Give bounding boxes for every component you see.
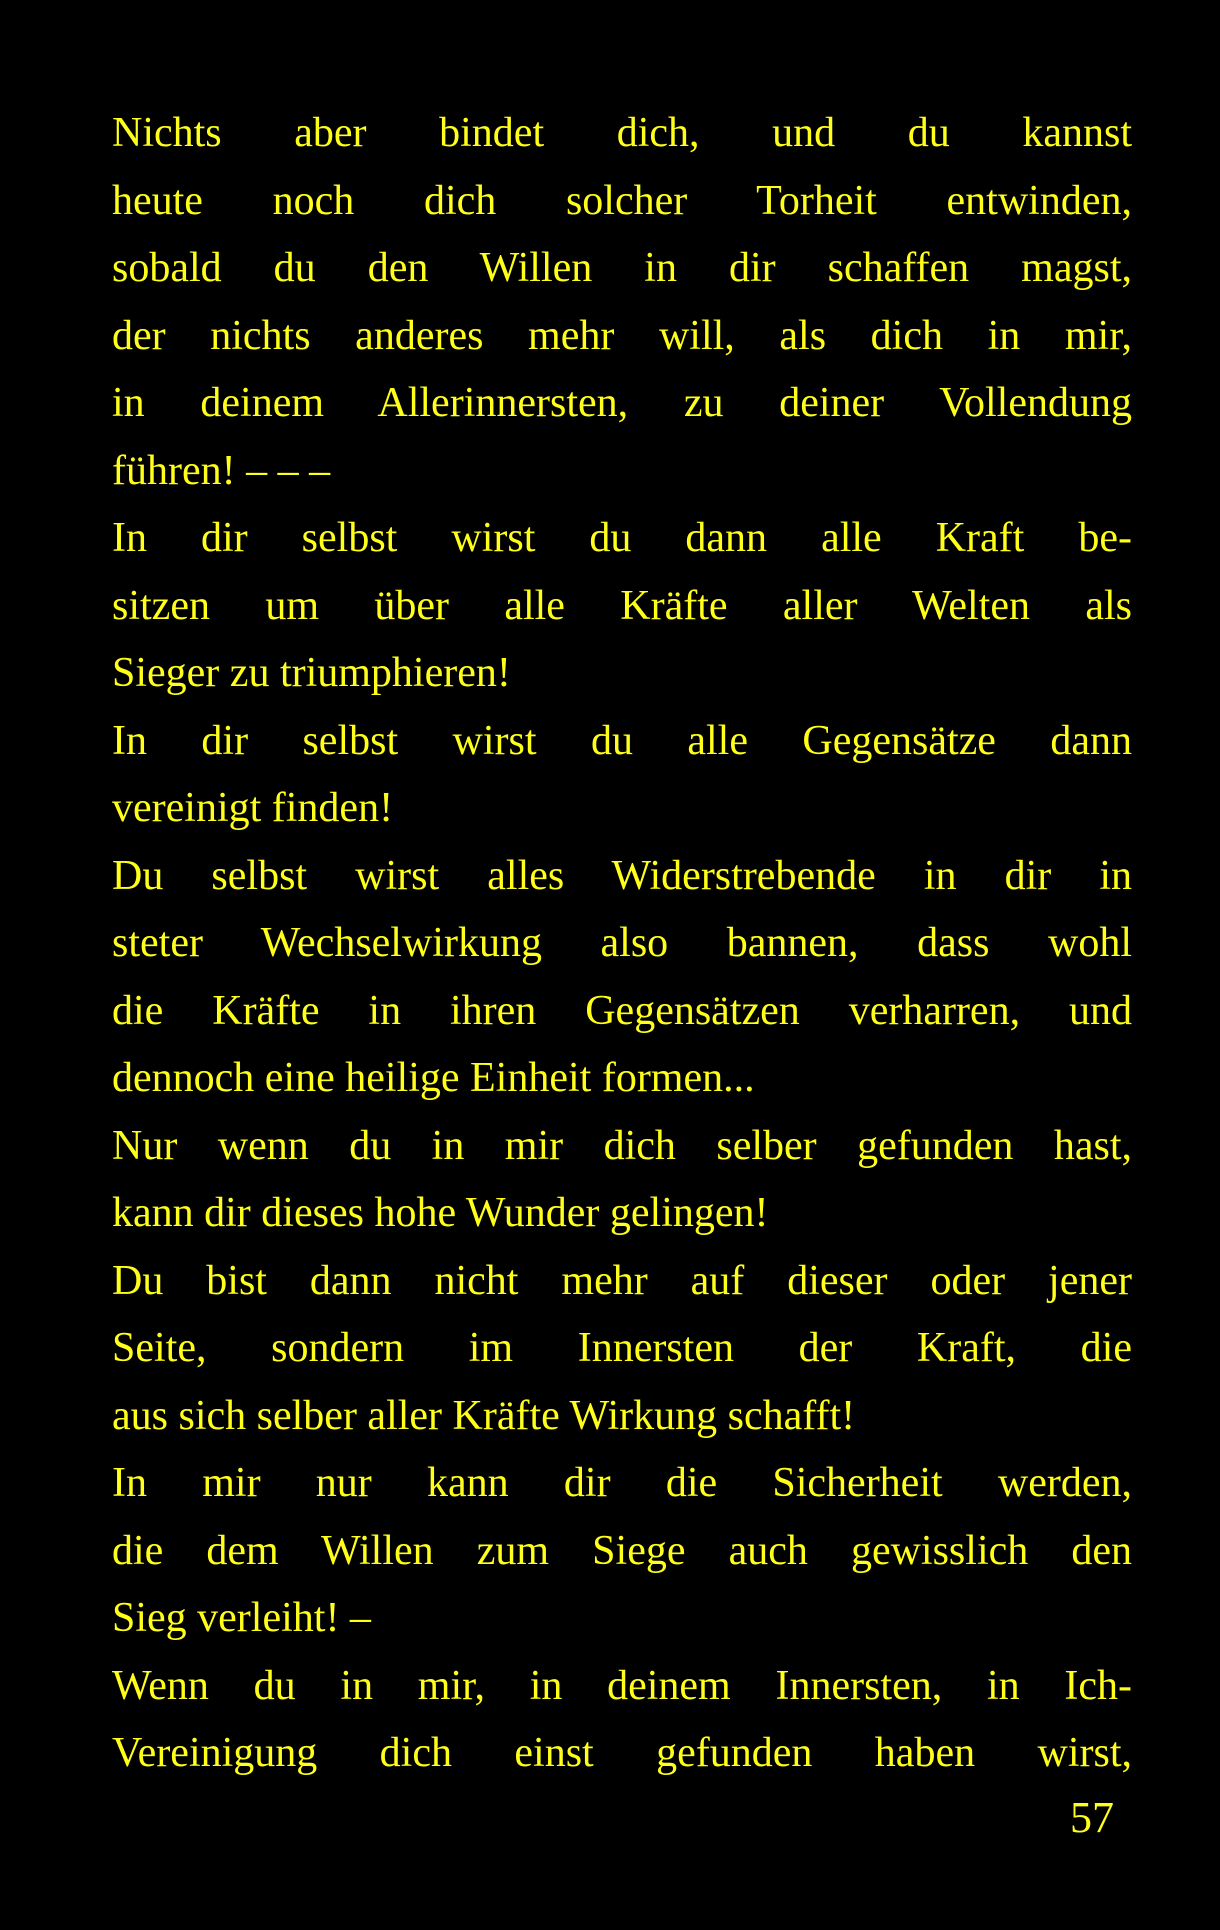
text-line: Vereinigung dich einst gefunden haben wirst, <box>112 1730 1132 1776</box>
text-line: kann dir dieses hohe Wunder gelingen! <box>112 1190 769 1236</box>
text-line: In dir selbst wirst du alle Gegensätze dann <box>112 717 1132 764</box>
text-line: die dem Willen zum Siege auch gewisslich den <box>112 1527 1132 1574</box>
text-line: die Kräfte in ihren Gegensätzen verharren, und <box>112 987 1132 1034</box>
text-line: führen! – – – <box>112 447 331 494</box>
page-number: 57 <box>1070 1793 1114 1842</box>
text-line: In dir selbst wirst du dann alle Kraft be- <box>112 515 1132 561</box>
text-line: vereinigt finden! <box>112 785 394 831</box>
text-line: steter Wechselwirkung also bannen, dass wohl <box>112 920 1132 966</box>
text-line: sobald du den Willen in dir schaffen magst, <box>112 245 1132 291</box>
text-line: heute noch dich solcher Torheit entwinden, <box>112 177 1132 224</box>
text-line: in deinem Allerinnersten, zu deiner Vollendung <box>112 380 1132 426</box>
text-line: Nur wenn du in mir dich selber gefunden hast, <box>112 1122 1132 1169</box>
text-line: aus sich selber aller Kräfte Wirkung schafft! <box>112 1392 856 1439</box>
text-line: Wenn du in mir, in deinem Innersten, in Ich- <box>112 1662 1132 1709</box>
text-line: Nichts aber bindet dich, und du kannst <box>112 110 1132 156</box>
text-line: dennoch eine heilige Einheit formen... <box>112 1055 755 1101</box>
text-line: Du bist dann nicht mehr auf dieser oder jener <box>112 1257 1132 1304</box>
text-line: Seite, sondern im Innersten der Kraft, die <box>112 1325 1132 1371</box>
body-text <box>112 100 1132 1788</box>
text-line: der nichts anderes mehr will, als dich in mir, <box>112 312 1132 359</box>
text-line: sitzen um über alle Kräfte aller Welten als <box>112 582 1132 629</box>
text-line: Sieg verleiht! – <box>112 1595 371 1641</box>
text-line: In mir nur kann dir die Sicherheit werden, <box>112 1460 1132 1506</box>
text-line: Sieger zu triumphieren! <box>112 650 511 696</box>
text-line: Du selbst wirst alles Widerstrebende in dir in <box>112 852 1132 899</box>
